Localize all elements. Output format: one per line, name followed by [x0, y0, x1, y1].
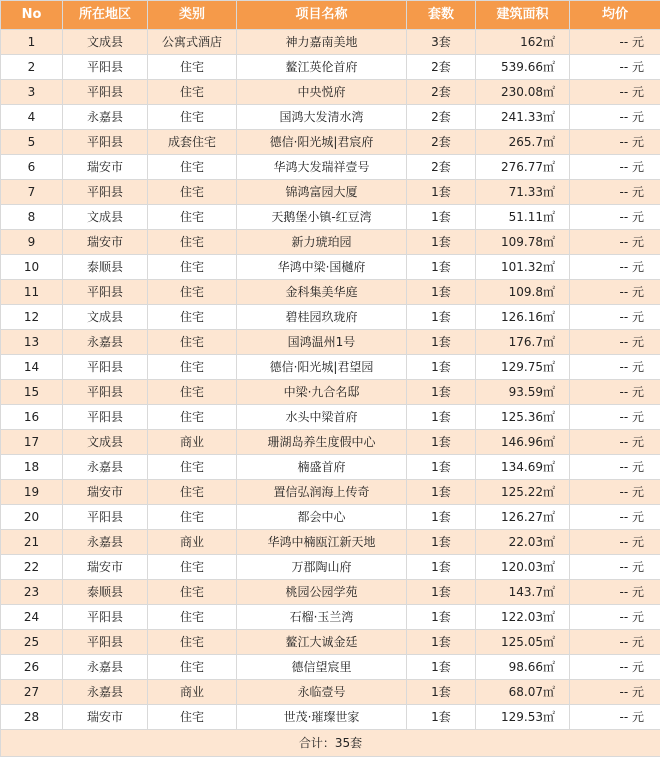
cell-no: 14 — [1, 355, 63, 380]
cell-no: 12 — [1, 305, 63, 330]
cell-no: 1 — [1, 30, 63, 55]
cell-no: 23 — [1, 580, 63, 605]
table-row — [1, 355, 660, 380]
cell-area: 平阳县 — [63, 130, 148, 155]
cell-type: 住宅 — [148, 630, 237, 655]
cell-type: 住宅 — [148, 305, 237, 330]
cell-area: 瑞安市 — [63, 155, 148, 180]
cell-avg-price: -- 元 — [570, 655, 660, 680]
cell-project-name: 置信弘润海上传奇 — [237, 480, 407, 505]
cell-project-name: 万郡陶山府 — [237, 555, 407, 580]
cell-avg-price: -- 元 — [570, 55, 660, 80]
cell-no: 6 — [1, 155, 63, 180]
cell-avg-price: -- 元 — [570, 305, 660, 330]
cell-type: 住宅 — [148, 605, 237, 630]
cell-area: 瑞安市 — [63, 555, 148, 580]
col-header-sets: 套数 — [407, 1, 476, 30]
cell-sets: 1套 — [407, 530, 476, 555]
col-header-type: 类别 — [148, 1, 237, 30]
table-row — [1, 455, 660, 480]
cell-no: 7 — [1, 180, 63, 205]
cell-sets: 2套 — [407, 55, 476, 80]
cell-area: 瑞安市 — [63, 480, 148, 505]
table-row — [1, 430, 660, 455]
cell-floor-area: 241.33㎡ — [476, 105, 570, 130]
cell-avg-price: -- 元 — [570, 405, 660, 430]
table-row — [1, 80, 660, 105]
cell-area: 文成县 — [63, 30, 148, 55]
cell-floor-area: 51.11㎡ — [476, 205, 570, 230]
cell-area: 永嘉县 — [63, 655, 148, 680]
table-row — [1, 705, 660, 730]
table-row — [1, 130, 660, 155]
cell-avg-price: -- 元 — [570, 380, 660, 405]
cell-no: 8 — [1, 205, 63, 230]
cell-no: 11 — [1, 280, 63, 305]
cell-area: 泰顺县 — [63, 255, 148, 280]
cell-sets: 1套 — [407, 555, 476, 580]
cell-type: 住宅 — [148, 655, 237, 680]
cell-sets: 2套 — [407, 130, 476, 155]
cell-floor-area: 134.69㎡ — [476, 455, 570, 480]
cell-area: 平阳县 — [63, 405, 148, 430]
cell-sets: 1套 — [407, 680, 476, 705]
cell-floor-area: 143.7㎡ — [476, 580, 570, 605]
cell-type: 住宅 — [148, 280, 237, 305]
cell-type: 住宅 — [148, 405, 237, 430]
cell-area: 瑞安市 — [63, 230, 148, 255]
cell-type: 住宅 — [148, 330, 237, 355]
cell-sets: 1套 — [407, 255, 476, 280]
cell-floor-area: 276.77㎡ — [476, 155, 570, 180]
cell-sets: 1套 — [407, 355, 476, 380]
cell-no: 5 — [1, 130, 63, 155]
cell-project-name: 神力嘉南美地 — [237, 30, 407, 55]
cell-floor-area: 230.08㎡ — [476, 80, 570, 105]
cell-floor-area: 120.03㎡ — [476, 555, 570, 580]
cell-type: 住宅 — [148, 505, 237, 530]
total-label: 合计：35套 — [1, 730, 660, 757]
cell-avg-price: -- 元 — [570, 505, 660, 530]
table-row — [1, 305, 660, 330]
cell-project-name: 都会中心 — [237, 505, 407, 530]
cell-project-name: 永临壹号 — [237, 680, 407, 705]
cell-avg-price: -- 元 — [570, 480, 660, 505]
cell-area: 文成县 — [63, 205, 148, 230]
cell-floor-area: 68.07㎡ — [476, 680, 570, 705]
cell-project-name: 德信·阳光城|君宸府 — [237, 130, 407, 155]
cell-avg-price: -- 元 — [570, 155, 660, 180]
cell-floor-area: 146.96㎡ — [476, 430, 570, 455]
cell-avg-price: -- 元 — [570, 355, 660, 380]
cell-area: 平阳县 — [63, 505, 148, 530]
cell-sets: 1套 — [407, 655, 476, 680]
table-body — [1, 30, 660, 730]
cell-type: 住宅 — [148, 180, 237, 205]
cell-avg-price: -- 元 — [570, 580, 660, 605]
cell-floor-area: 265.7㎡ — [476, 130, 570, 155]
cell-project-name: 锦鸿富园大厦 — [237, 180, 407, 205]
cell-area: 永嘉县 — [63, 680, 148, 705]
cell-area: 平阳县 — [63, 280, 148, 305]
cell-project-name: 世茂·璀璨世家 — [237, 705, 407, 730]
cell-no: 19 — [1, 480, 63, 505]
cell-sets: 2套 — [407, 80, 476, 105]
table-row — [1, 605, 660, 630]
cell-avg-price: -- 元 — [570, 330, 660, 355]
table-row — [1, 230, 660, 255]
cell-floor-area: 109.78㎡ — [476, 230, 570, 255]
cell-sets: 1套 — [407, 330, 476, 355]
cell-type: 商业 — [148, 680, 237, 705]
cell-floor-area: 125.36㎡ — [476, 405, 570, 430]
cell-project-name: 中梁·九合名邸 — [237, 380, 407, 405]
cell-type: 住宅 — [148, 580, 237, 605]
cell-area: 永嘉县 — [63, 455, 148, 480]
cell-project-name: 国鸿温州1号 — [237, 330, 407, 355]
cell-floor-area: 176.7㎡ — [476, 330, 570, 355]
table-row — [1, 180, 660, 205]
cell-avg-price: -- 元 — [570, 455, 660, 480]
cell-project-name: 楠盛首府 — [237, 455, 407, 480]
cell-sets: 1套 — [407, 230, 476, 255]
cell-floor-area: 22.03㎡ — [476, 530, 570, 555]
cell-area: 永嘉县 — [63, 530, 148, 555]
cell-no: 28 — [1, 705, 63, 730]
cell-avg-price: -- 元 — [570, 30, 660, 55]
cell-no: 24 — [1, 605, 63, 630]
cell-type: 住宅 — [148, 455, 237, 480]
cell-area: 文成县 — [63, 305, 148, 330]
cell-sets: 1套 — [407, 280, 476, 305]
cell-no: 13 — [1, 330, 63, 355]
cell-floor-area: 162㎡ — [476, 30, 570, 55]
col-header-floor-area: 建筑面积 — [476, 1, 570, 30]
cell-sets: 1套 — [407, 505, 476, 530]
cell-type: 公寓式酒店 — [148, 30, 237, 55]
cell-no: 26 — [1, 655, 63, 680]
cell-sets: 1套 — [407, 405, 476, 430]
cell-project-name: 碧桂园玖珑府 — [237, 305, 407, 330]
cell-avg-price: -- 元 — [570, 280, 660, 305]
cell-floor-area: 71.33㎡ — [476, 180, 570, 205]
cell-avg-price: -- 元 — [570, 530, 660, 555]
cell-type: 住宅 — [148, 380, 237, 405]
col-header-project-name: 项目名称 — [237, 1, 407, 30]
cell-area: 瑞安市 — [63, 705, 148, 730]
table-row — [1, 530, 660, 555]
cell-sets: 3套 — [407, 30, 476, 55]
cell-no: 9 — [1, 230, 63, 255]
cell-area: 泰顺县 — [63, 580, 148, 605]
cell-sets: 1套 — [407, 605, 476, 630]
col-header-avg-price: 均价 — [570, 1, 660, 30]
cell-type: 住宅 — [148, 205, 237, 230]
col-header-no: No — [1, 1, 63, 30]
cell-floor-area: 98.66㎡ — [476, 655, 570, 680]
cell-avg-price: -- 元 — [570, 105, 660, 130]
cell-no: 2 — [1, 55, 63, 80]
cell-no: 10 — [1, 255, 63, 280]
cell-no: 27 — [1, 680, 63, 705]
cell-area: 永嘉县 — [63, 330, 148, 355]
cell-area: 平阳县 — [63, 630, 148, 655]
table-row — [1, 580, 660, 605]
cell-project-name: 中央悦府 — [237, 80, 407, 105]
cell-no: 17 — [1, 430, 63, 455]
cell-project-name: 华鸿中楠瓯江新天地 — [237, 530, 407, 555]
cell-project-name: 华鸿大发瑞祥壹号 — [237, 155, 407, 180]
cell-project-name: 金科集美华庭 — [237, 280, 407, 305]
cell-avg-price: -- 元 — [570, 80, 660, 105]
table-row — [1, 655, 660, 680]
table-row — [1, 55, 660, 80]
table-row — [1, 330, 660, 355]
cell-avg-price: -- 元 — [570, 430, 660, 455]
cell-floor-area: 539.66㎡ — [476, 55, 570, 80]
cell-avg-price: -- 元 — [570, 705, 660, 730]
cell-project-name: 石榴·玉兰湾 — [237, 605, 407, 630]
cell-floor-area: 129.53㎡ — [476, 705, 570, 730]
cell-no: 3 — [1, 80, 63, 105]
cell-project-name: 水头中梁首府 — [237, 405, 407, 430]
cell-project-name: 鳌江英伦首府 — [237, 55, 407, 80]
cell-avg-price: -- 元 — [570, 680, 660, 705]
cell-type: 住宅 — [148, 480, 237, 505]
cell-no: 20 — [1, 505, 63, 530]
cell-no: 25 — [1, 630, 63, 655]
cell-sets: 1套 — [407, 305, 476, 330]
table-header-row — [1, 1, 660, 30]
cell-sets: 1套 — [407, 630, 476, 655]
table-row — [1, 380, 660, 405]
cell-avg-price: -- 元 — [570, 180, 660, 205]
cell-floor-area: 125.22㎡ — [476, 480, 570, 505]
cell-project-name: 天鹅堡小镇-红豆湾 — [237, 205, 407, 230]
table-row — [1, 205, 660, 230]
cell-type: 住宅 — [148, 230, 237, 255]
cell-area: 平阳县 — [63, 380, 148, 405]
cell-type: 商业 — [148, 530, 237, 555]
cell-avg-price: -- 元 — [570, 605, 660, 630]
cell-area: 平阳县 — [63, 55, 148, 80]
cell-type: 住宅 — [148, 105, 237, 130]
cell-floor-area: 126.16㎡ — [476, 305, 570, 330]
cell-type: 住宅 — [148, 705, 237, 730]
cell-no: 15 — [1, 380, 63, 405]
cell-avg-price: -- 元 — [570, 205, 660, 230]
table-footer-row — [1, 730, 660, 757]
cell-sets: 1套 — [407, 205, 476, 230]
cell-type: 住宅 — [148, 55, 237, 80]
cell-avg-price: -- 元 — [570, 230, 660, 255]
cell-type: 住宅 — [148, 555, 237, 580]
cell-sets: 1套 — [407, 380, 476, 405]
cell-project-name: 新力琥珀园 — [237, 230, 407, 255]
cell-area: 平阳县 — [63, 605, 148, 630]
cell-type: 商业 — [148, 430, 237, 455]
cell-no: 22 — [1, 555, 63, 580]
cell-type: 住宅 — [148, 80, 237, 105]
table-row — [1, 405, 660, 430]
cell-sets: 2套 — [407, 155, 476, 180]
cell-no: 16 — [1, 405, 63, 430]
cell-project-name: 德信·阳光城|君望园 — [237, 355, 407, 380]
table-row — [1, 505, 660, 530]
cell-project-name: 国鸿大发清水湾 — [237, 105, 407, 130]
cell-sets: 1套 — [407, 180, 476, 205]
cell-floor-area: 93.59㎡ — [476, 380, 570, 405]
table-row — [1, 630, 660, 655]
cell-type: 住宅 — [148, 155, 237, 180]
cell-sets: 1套 — [407, 455, 476, 480]
cell-no: 4 — [1, 105, 63, 130]
table-row — [1, 555, 660, 580]
cell-project-name: 珊湖岛养生度假中心 — [237, 430, 407, 455]
cell-no: 18 — [1, 455, 63, 480]
cell-floor-area: 125.05㎡ — [476, 630, 570, 655]
cell-sets: 1套 — [407, 580, 476, 605]
table-row — [1, 480, 660, 505]
cell-area: 平阳县 — [63, 180, 148, 205]
cell-sets: 2套 — [407, 105, 476, 130]
cell-sets: 1套 — [407, 480, 476, 505]
cell-floor-area: 129.75㎡ — [476, 355, 570, 380]
table-row — [1, 30, 660, 55]
cell-avg-price: -- 元 — [570, 555, 660, 580]
cell-project-name: 华鸿中梁·国樾府 — [237, 255, 407, 280]
cell-area: 平阳县 — [63, 80, 148, 105]
cell-avg-price: -- 元 — [570, 130, 660, 155]
cell-floor-area: 101.32㎡ — [476, 255, 570, 280]
cell-area: 平阳县 — [63, 355, 148, 380]
cell-area: 文成县 — [63, 430, 148, 455]
cell-type: 住宅 — [148, 255, 237, 280]
cell-project-name: 桃园公园学苑 — [237, 580, 407, 605]
cell-type: 成套住宅 — [148, 130, 237, 155]
cell-no: 21 — [1, 530, 63, 555]
table-row — [1, 105, 660, 130]
cell-project-name: 德信望宸里 — [237, 655, 407, 680]
table-row — [1, 680, 660, 705]
col-header-area: 所在地区 — [63, 1, 148, 30]
cell-sets: 1套 — [407, 430, 476, 455]
cell-floor-area: 126.27㎡ — [476, 505, 570, 530]
table-row — [1, 155, 660, 180]
cell-avg-price: -- 元 — [570, 630, 660, 655]
cell-area: 永嘉县 — [63, 105, 148, 130]
cell-type: 住宅 — [148, 355, 237, 380]
table-row — [1, 255, 660, 280]
cell-avg-price: -- 元 — [570, 255, 660, 280]
cell-floor-area: 122.03㎡ — [476, 605, 570, 630]
cell-project-name: 鳌江大诚金廷 — [237, 630, 407, 655]
cell-sets: 1套 — [407, 705, 476, 730]
table-row — [1, 280, 660, 305]
cell-floor-area: 109.8㎡ — [476, 280, 570, 305]
